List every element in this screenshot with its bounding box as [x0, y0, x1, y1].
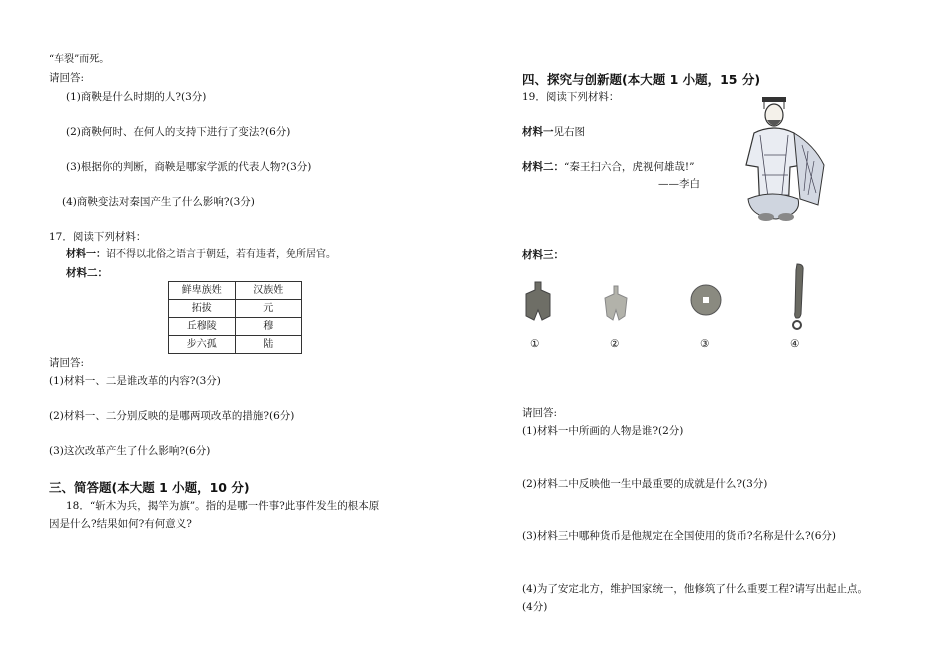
q17-material-1 — [66, 249, 336, 261]
material-1-text: 见右图 — [553, 126, 585, 138]
material-2-label: 材料二： — [66, 267, 108, 279]
table-header: 汉族姓 — [235, 282, 302, 300]
table-cell: 拓拔 — [169, 300, 236, 318]
material-1 — [522, 126, 585, 139]
table-cell: 步六孤 — [169, 336, 236, 354]
please-answer-label: 请回答: — [49, 72, 85, 84]
question-18-line-1: 18．“斩木为兵，揭竿为旗”。指的是哪一件事?此事件发生的根本原 — [66, 500, 380, 512]
material-2 — [522, 161, 694, 174]
material-1-text: 诏不得以北俗之语言于朝廷，若有违者，免所居官。 — [106, 249, 336, 260]
coin-label-1: ① — [530, 338, 540, 350]
surname-table — [168, 281, 302, 354]
q16-tail-text: “车裂”而死。 — [49, 54, 110, 65]
question-17-1: (1)材料一、二是谁改革的内容?(3分) — [49, 375, 221, 387]
table-header: 鲜卑族姓 — [169, 282, 236, 300]
knife-coin-icon — [788, 262, 810, 334]
question-16-2: (2)商鞅何时、在何人的支持下进行了变法?(6分) — [66, 126, 291, 138]
spade-coin-icon — [520, 280, 556, 322]
material-2-quote: “秦王扫六合，虎视何雄哉!” — [564, 161, 695, 173]
material-2-author: ——李白 — [658, 178, 700, 190]
material-1-label: 材料一： — [66, 249, 106, 260]
question-16-1: (1)商鞅是什么时期的人?(3分) — [66, 91, 207, 103]
question-17-2: (2)材料一、二分别反映的是哪两项改革的措施?(6分) — [49, 410, 295, 422]
table-cell: 穆 — [235, 318, 302, 336]
question-16-4: (4)商鞅变法对秦国产生了什么影响?(3分) — [62, 196, 255, 208]
table-row — [169, 318, 302, 336]
spade-coin-2-icon — [601, 284, 631, 322]
table-row — [169, 336, 302, 354]
question-17-3: (3)这次改革产生了什么影响?(6分) — [49, 445, 211, 457]
section-3-title: 三、简答题(本大题 1 小题，10 分) — [49, 480, 250, 495]
section-4-title: 四、探究与创新题(本大题 1 小题，15 分) — [522, 72, 761, 87]
emperor-figure-illustration — [742, 95, 837, 223]
question-19-1: (1)材料一中所画的人物是谁?(2分) — [522, 425, 684, 437]
question-19-4-line-1: (4)为了安定北方，维护国家统一，他修筑了什么重要工程?请写出起止点。 — [522, 583, 869, 595]
material-2-label: 材料二： — [522, 161, 564, 173]
material-3-label: 材料三： — [522, 249, 564, 261]
table-cell: 元 — [235, 300, 302, 318]
coin-label-2: ② — [610, 338, 620, 350]
question-16-3: (3)根据你的判断，商鞅是哪家学派的代表人物?(3分) — [66, 161, 312, 173]
coin-label-3: ③ — [700, 338, 710, 350]
question-19-3: (3)材料三中哪种货币是他规定在全国使用的货币?名称是什么?(6分) — [522, 530, 837, 542]
table-cell: 陆 — [235, 336, 302, 354]
table-header-row — [169, 282, 302, 300]
question-17-intro: 17．阅读下列材料： — [49, 231, 147, 243]
please-answer-label: 请回答: — [49, 357, 85, 369]
please-answer-label: 请回答: — [522, 407, 558, 419]
question-18-line-2: 因是什么?结果如何?有何意义? — [49, 518, 192, 530]
table-cell: 丘穆陵 — [169, 318, 236, 336]
question-19-4-line-2: (4分) — [522, 601, 548, 613]
question-19-intro: 19．阅读下列材料： — [522, 91, 620, 103]
coin-label-4: ④ — [790, 338, 800, 350]
question-19-2: (2)材料二中反映他一生中最重要的成就是什么?(3分) — [522, 478, 768, 490]
table-row — [169, 300, 302, 318]
round-coin-icon — [689, 283, 723, 317]
material-1-label: 材料一 — [522, 126, 554, 138]
